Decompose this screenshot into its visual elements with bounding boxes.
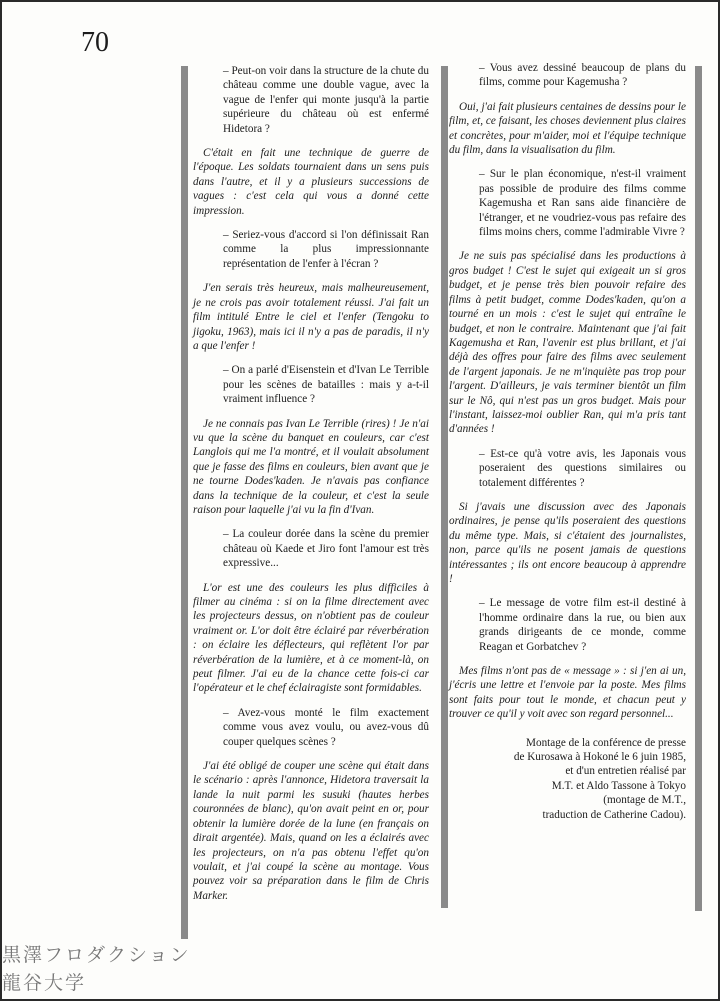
answer-paragraph: Je ne connais pas Ivan Le Terrible (rires) ! Je n'ai vu que la scène du banquet en couleurs, car c'est Langlois qui me l'a montré, et il voulait absolument que je fasse des films en couleurs, bien avant que je ne tourne Dodes'kaden. Je n'avais pas confiance dans la technique de la couleur, et c'est la seule raison pour laquelle j'ai vu la fin d'Ivan. — [193, 417, 429, 516]
watermark-line: 黒澤フロダクション — [2, 944, 191, 966]
question-paragraph: – Vous avez dessiné beaucoup de plans du films, comme pour Kagemusha ? — [479, 62, 686, 89]
page-number: 70 — [81, 27, 109, 58]
question-paragraph: – La couleur dorée dans la scène du premier château où Kaede et Jiro font l'amour est très expressive... — [223, 528, 429, 570]
question-paragraph: – Est-ce qu'à votre avis, les Japonais vous poseraient des questions similaires ou totalement différentes ? — [479, 447, 686, 489]
text-column-right — [449, 61, 686, 822]
text-column-left — [193, 64, 429, 913]
answer-paragraph: Mes films n'ont pas de « message » : si j'en ai un, j'écris une lettre et l'envoie par la poste. Mes films sont faits pour tout le monde, et chacun peut y trouver ce qu'il y voit avec son regard personnel... — [449, 665, 686, 721]
answer-paragraph: Si j'avais une discussion avec des Japonais ordinaires, je pense qu'ils poseraient des questions du même type. Mais, si c'étaient des journalistes, non, parce qu'ils ne posent jamais de questions intéressantes ; ils ont encore beaucoup à apprendre ! — [449, 500, 686, 585]
answer-paragraph: Oui, j'ai fait plusieurs centaines de dessins pour le film, et, ce faisant, les choses deviennent plus claires et concrètes, pour m'aider, moi et l'équipe technique du film, dans la visualisation du film. — [449, 100, 686, 157]
question-paragraph: – Le message de votre film est-il destiné à l'homme ordinaire dans la rue, ou bien aux grands dirigeants de ce monde, comme Reagan et Gorbatchev ? — [479, 597, 686, 653]
question-paragraph: – Sur le plan économique, n'est-il vraiment pas possible de produire des films comme Kagemusha et Ran sans aide financière de l'étranger, et ne voudriez-vous pas refaire des films moins chers, comme l'admirable Vivre ? — [479, 168, 686, 239]
answer-paragraph: J'ai été obligé de couper une scène qui était dans le scénario : après l'annonce, Hidetora traversait la lande la nuit parmi les susuki (hautes herbes couronnées de blanc), qu'on avait peint en or, pour obtenir la lumière dorée de la lune (en français on dirait argentée). Mais, quand on les a éclairés avec les projecteurs, on n'a pas obtenu l'effet qu'on voulait, et j'ai coupé la scène au montage. Vous pouvez voir sa préparation dans le film de Chris Marker. — [193, 760, 429, 902]
credit-line: et d'un entretien réalisé par — [565, 765, 686, 778]
watermark-line: 龍谷大学 — [2, 972, 87, 994]
column-rule-right — [695, 66, 702, 911]
question-paragraph: – Peut-on voir dans la structure de la chute du château comme une double vague, avec la vague de l'enfer qui monte jusqu'à la partie supérieure du château où est enfermé Hidetora ? — [223, 65, 429, 135]
answer-paragraph: L'or est une des couleurs les plus difficiles à filmer au cinéma : si on la filme directement avec les projecteurs dessus, on n'obtient pas de couleur vraiment or. L'or doit être éclairé par réverbération : on éclaire les déflecteurs, qui reflètent l'or par réverbération de la lumière, et à ce moment-là, on peut filmer. J'ai eu de la chance cette fois-ci car l'opérateur et le chef éclairagiste sont formidables. — [193, 581, 429, 695]
credit-line: Montage de la conférence de presse — [526, 736, 686, 749]
credit-line: (montage de M.T., — [603, 794, 686, 807]
answer-paragraph: J'en serais très heureux, mais malheureusement, je ne crois pas avoir totalement réussi. J'ai fait un film intitulé Entre le ciel et l'enfer (Tengoku to jigoku, 1963), mais ici il n'y a pas de paradis, il n'y a que l'enfer ! — [193, 282, 429, 352]
credits-block — [449, 736, 686, 822]
question-paragraph: – On a parlé d'Eisenstein et d'Ivan Le Terrible pour les scènes de batailles : mais y a-t-il vraiment influence ? — [223, 364, 429, 406]
column-rule-left — [181, 66, 188, 939]
answer-paragraph: Je ne suis pas spécialisé dans les productions à gros budget ! C'est le sujet qui exigeait un si gros budget, et je pense très bien pouvoir refaire des films à petit budget, comme Dodes'kaden, qu'on a tourné en un mois : c'est le sujet qui entraîne le budget, et non le contraire. Maintenant que j'ai fait Kagemusha et Ran, l'avenir est plus brillant, et j'ai déjà des offres pour faire des films avec seulement de l'argent japonais. Je ne m'inquiète pas trop pour l'argent. D'ailleurs, je vais terminer bientôt un film sur le Nô, qui n'est pas un gros budget. Mais pour l'instant, laissez-moi oublier Ran, qui m'a pris tant d'années ! — [449, 250, 686, 436]
question-paragraph: – Avez-vous monté le film exactement comme vous avez voulu, ou avez-vous dû couper quelques scènes ? — [223, 706, 429, 748]
credit-line: de Kurosawa à Hokoné le 6 juin 1985, — [513, 751, 686, 764]
answer-paragraph: C'était en fait une technique de guerre de l'époque. Les soldats tournaient dans un sens puis dans l'autre, et il y a plusieurs successions de vagues : c'est cela qui vous a donné cette impression. — [193, 147, 429, 217]
question-paragraph: – Seriez-vous d'accord si l'on définissait Ran comme la plus impressionnante représentation de l'enfer à l'écran ? — [223, 229, 429, 270]
credit-line: M.T. et Aldo Tassone à Tokyo — [551, 779, 686, 792]
credit-line: traduction de Catherine Cadou). — [542, 808, 686, 821]
column-rule-middle — [441, 66, 448, 908]
